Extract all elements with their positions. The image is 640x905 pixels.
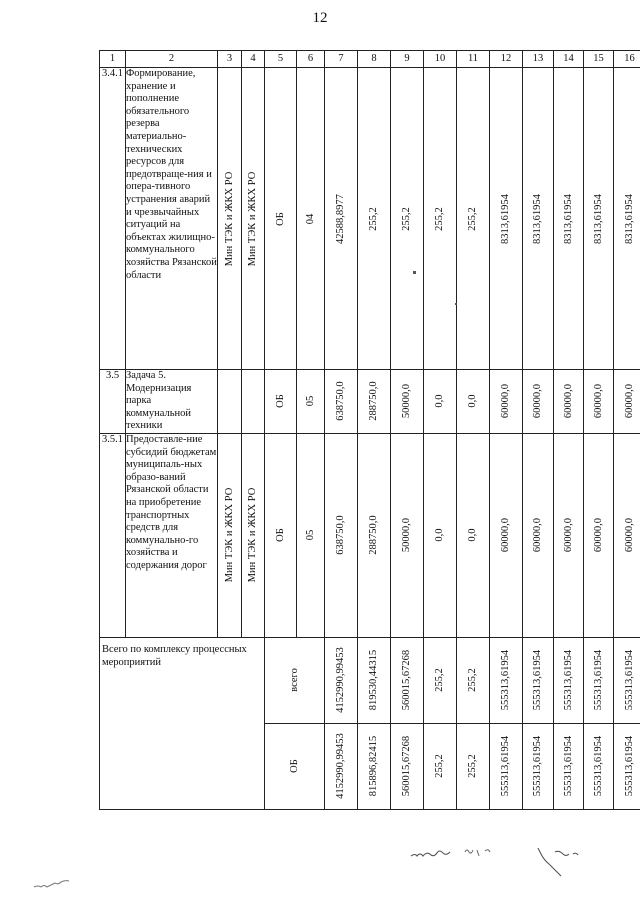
value-cell <box>325 370 358 434</box>
source-cell-text: ОБ <box>274 528 286 543</box>
value-cell-text: 42588,8977 <box>335 193 346 244</box>
value-cell <box>391 433 424 637</box>
value-cell <box>490 370 523 434</box>
coexecutor-cell-text: Мин ТЭК и ЖКХ РО <box>247 488 258 583</box>
total-value-cell-text: 255,2 <box>467 754 478 779</box>
speck-mark <box>413 271 416 274</box>
value-cell-text: 0,0 <box>467 528 478 543</box>
value-cell <box>424 68 457 370</box>
program-table <box>99 50 640 810</box>
source-cell-text: ОБ <box>274 211 286 226</box>
total-value-cell <box>614 723 640 809</box>
total-value-cell-text: 560015,67268 <box>401 650 412 711</box>
total-value-cell-text: 819530,44315 <box>368 650 379 711</box>
value-cell <box>325 433 358 637</box>
total-value-cell-text: 555313,61954 <box>592 650 604 711</box>
total-value-cell-text: 555313,61954 <box>562 736 574 797</box>
total-value-cell <box>584 723 614 809</box>
header-cell: 3 <box>218 51 242 68</box>
value-cell-text: 638750,0 <box>335 515 346 556</box>
total-value-cell <box>584 637 614 723</box>
value-cell-text: 8313,61954 <box>500 193 511 244</box>
executor-cell-text: Мин ТЭК и ЖКХ РО <box>223 488 235 583</box>
header-cell: 8 <box>358 51 391 68</box>
value-cell-text: 0,0 <box>467 394 478 409</box>
total-value-cell-text: 555313,61954 <box>500 736 511 797</box>
value-cell <box>554 433 584 637</box>
value-cell <box>614 433 640 637</box>
total-value-cell <box>614 637 640 723</box>
total-value-cell-text: 555313,61954 <box>500 650 511 711</box>
table-row <box>100 370 640 434</box>
value-cell <box>614 68 640 370</box>
totals-source-cell-text: всего <box>288 668 300 693</box>
code-cell-text: 04 <box>304 213 316 224</box>
total-value-cell <box>457 723 490 809</box>
total-value-cell-text: 555313,61954 <box>562 650 574 711</box>
code-cell <box>297 68 325 370</box>
total-value-cell-text: 560015,67268 <box>401 736 412 797</box>
corner-mark <box>30 875 110 895</box>
header-cell: 15 <box>584 51 614 68</box>
value-cell-text: 255,2 <box>368 206 379 231</box>
value-cell <box>358 68 391 370</box>
total-value-cell-text: 555313,61954 <box>623 736 635 797</box>
coexecutor-cell <box>242 68 265 370</box>
value-cell-text: 60000,0 <box>623 518 635 553</box>
header-cell: 11 <box>457 51 490 68</box>
header-cell: 1 <box>100 51 126 68</box>
totals-label: Всего по комплексу процессных мероприятий <box>102 644 247 668</box>
value-cell <box>457 68 490 370</box>
value-cell <box>424 433 457 637</box>
value-cell-text: 288750,0 <box>368 515 379 556</box>
executor-cell-text: Мин ТЭК и ЖКХ РО <box>223 171 235 266</box>
value-cell <box>457 433 490 637</box>
value-cell-text: 288750,0 <box>368 381 379 422</box>
header-cell: 5 <box>265 51 297 68</box>
row-name: Формирование, хранение и пополнение обязательного резерва материально-технических ресурсов для предотвраще-ния и опера-тивного устранения аварий и чрезвычайных ситуаций на объектах жилищно-коммунального хозяйства Рязанской области <box>126 68 218 370</box>
total-value-cell <box>391 723 424 809</box>
value-cell-text: 60000,0 <box>562 384 574 419</box>
header-cell: 9 <box>391 51 424 68</box>
code-cell <box>297 433 325 637</box>
header-cell: 2 <box>126 51 218 68</box>
total-value-cell <box>424 637 457 723</box>
table-row <box>100 68 640 370</box>
value-cell <box>424 370 457 434</box>
totals-source-cell-text: ОБ <box>288 759 300 774</box>
value-cell-text: 50000,0 <box>401 384 412 419</box>
row-number: 3.5 <box>100 370 126 434</box>
value-cell <box>554 370 584 434</box>
speck-mark <box>455 303 457 305</box>
row-number: 3.4.1 <box>100 68 126 370</box>
value-cell-text: 255,2 <box>434 206 445 231</box>
value-cell-text: 8313,61954 <box>562 193 574 244</box>
value-cell-text: 8313,61954 <box>623 193 635 244</box>
value-cell <box>584 433 614 637</box>
signature-scribble <box>405 838 605 883</box>
total-value-cell-text: 4152990,99453 <box>335 647 346 714</box>
value-cell-text: 60000,0 <box>500 518 511 553</box>
total-value-cell <box>490 723 523 809</box>
total-value-cell-text: 255,2 <box>434 668 445 693</box>
total-value-cell <box>457 637 490 723</box>
total-value-cell <box>424 723 457 809</box>
total-value-cell-text: 255,2 <box>434 754 445 779</box>
value-cell-text: 0,0 <box>434 528 445 543</box>
source-cell <box>265 68 297 370</box>
row-name: Задача 5. Модернизация парка коммунальной техники <box>126 370 218 434</box>
value-cell-text: 60000,0 <box>592 518 604 553</box>
total-value-cell <box>358 723 391 809</box>
value-cell <box>490 433 523 637</box>
header-cell: 7 <box>325 51 358 68</box>
total-value-cell-text: 555313,61954 <box>623 650 635 711</box>
total-value-cell <box>554 723 584 809</box>
value-cell-text: 0,0 <box>434 394 445 409</box>
value-cell <box>457 370 490 434</box>
total-value-cell-text: 815896,82415 <box>368 736 379 797</box>
totals-source-cell <box>265 637 325 723</box>
coexecutor-cell <box>242 370 265 434</box>
value-cell-text: 638750,0 <box>335 381 346 422</box>
value-cell <box>523 433 554 637</box>
total-value-cell-text: 255,2 <box>467 668 478 693</box>
value-cell <box>584 370 614 434</box>
value-cell-text: 8313,61954 <box>532 193 543 244</box>
source-cell-text: ОБ <box>274 394 286 409</box>
value-cell-text: 60000,0 <box>532 518 543 553</box>
total-value-cell-text: 555313,61954 <box>592 736 604 797</box>
total-value-cell-text: 4152990,99453 <box>335 733 346 800</box>
source-cell <box>265 370 297 434</box>
value-cell <box>325 68 358 370</box>
header-cell: 6 <box>297 51 325 68</box>
value-cell <box>358 433 391 637</box>
row-name: Предоставле-ние субсидий бюджетам муниципаль-ных образо-ваний Рязанской области на приобретение транспортных средств для коммунально-го хозяйства и содержания дорог <box>126 433 218 637</box>
total-value-cell <box>554 637 584 723</box>
header-cell: 10 <box>424 51 457 68</box>
value-cell <box>358 370 391 434</box>
total-value-cell <box>490 637 523 723</box>
code-cell <box>297 370 325 434</box>
value-cell <box>391 370 424 434</box>
table-row <box>100 433 640 637</box>
value-cell-text: 60000,0 <box>562 518 574 553</box>
header-cell: 4 <box>242 51 265 68</box>
value-cell-text: 60000,0 <box>592 384 604 419</box>
value-cell <box>523 68 554 370</box>
value-cell-text: 60000,0 <box>623 384 635 419</box>
total-value-cell <box>358 637 391 723</box>
executor-cell <box>218 68 242 370</box>
total-value-cell <box>523 723 554 809</box>
value-cell <box>391 68 424 370</box>
value-cell-text: 8313,61954 <box>592 193 604 244</box>
row-number: 3.5.1 <box>100 433 126 637</box>
code-cell-text: 05 <box>304 530 316 541</box>
value-cell <box>584 68 614 370</box>
coexecutor-cell-text: Мин ТЭК и ЖКХ РО <box>247 171 258 266</box>
code-cell-text: 05 <box>304 396 316 407</box>
header-cell: 12 <box>490 51 523 68</box>
value-cell <box>523 370 554 434</box>
totals-source-cell <box>265 723 325 809</box>
total-value-cell <box>325 637 358 723</box>
value-cell-text: 50000,0 <box>401 518 412 553</box>
coexecutor-cell <box>242 433 265 637</box>
total-value-cell <box>523 637 554 723</box>
value-cell-text: 255,2 <box>401 206 412 231</box>
header-cell: 16 <box>614 51 640 68</box>
value-cell <box>554 68 584 370</box>
value-cell <box>614 370 640 434</box>
total-value-cell-text: 555313,61954 <box>532 650 543 711</box>
value-cell-text: 60000,0 <box>532 384 543 419</box>
header-row <box>100 51 640 68</box>
executor-cell <box>218 370 242 434</box>
header-cell: 13 <box>523 51 554 68</box>
source-cell <box>265 433 297 637</box>
header-cell: 14 <box>554 51 584 68</box>
executor-cell <box>218 433 242 637</box>
total-value-cell <box>391 637 424 723</box>
value-cell <box>490 68 523 370</box>
total-value-cell <box>325 723 358 809</box>
value-cell-text: 60000,0 <box>500 384 511 419</box>
page-number: 12 <box>312 10 328 26</box>
total-value-cell-text: 555313,61954 <box>532 736 543 797</box>
value-cell-text: 255,2 <box>467 206 478 231</box>
